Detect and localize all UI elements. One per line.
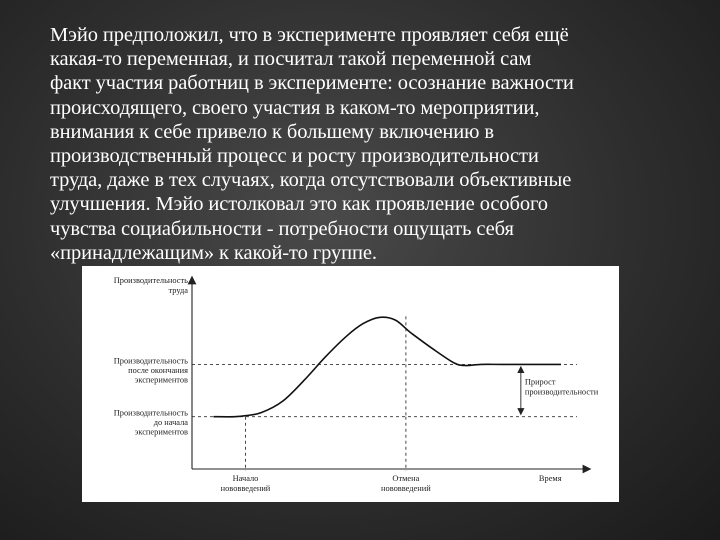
y-axis-title: Производительность труда (113, 276, 188, 295)
event-label-start: Начало нововведений (220, 474, 271, 493)
productivity-figure (82, 266, 619, 502)
x-axis-title: Время (538, 474, 562, 483)
level-label-after: Производительность после окончания экспериментов (113, 356, 188, 385)
slide-paragraph: Мэйо предположил, что в эксперименте проявляет себя ещё какая-то переменная, и посчитал такой переменной сам факт участия работниц в эксперименте: осознание важности происходящего, своего участия в каком-то мероприятии, внимания к себе привело к большему включению в производственный процесс и росту производительности труда, даже в тех случаях, когда отсутствовали объективные улучшения. Мэйо истолковал это как проявление особого чувства социабильности - потребности ощущать себя «принадлежащим» к какой-то группе. (50, 24, 574, 264)
productivity-curve (213, 317, 561, 417)
productivity-chart (82, 266, 619, 502)
level-label-before: Производительность до начала экспериментов (113, 408, 188, 437)
growth-annotation: Прирост производительности (524, 377, 599, 397)
event-label-end: Отмена нововведений (381, 474, 431, 493)
